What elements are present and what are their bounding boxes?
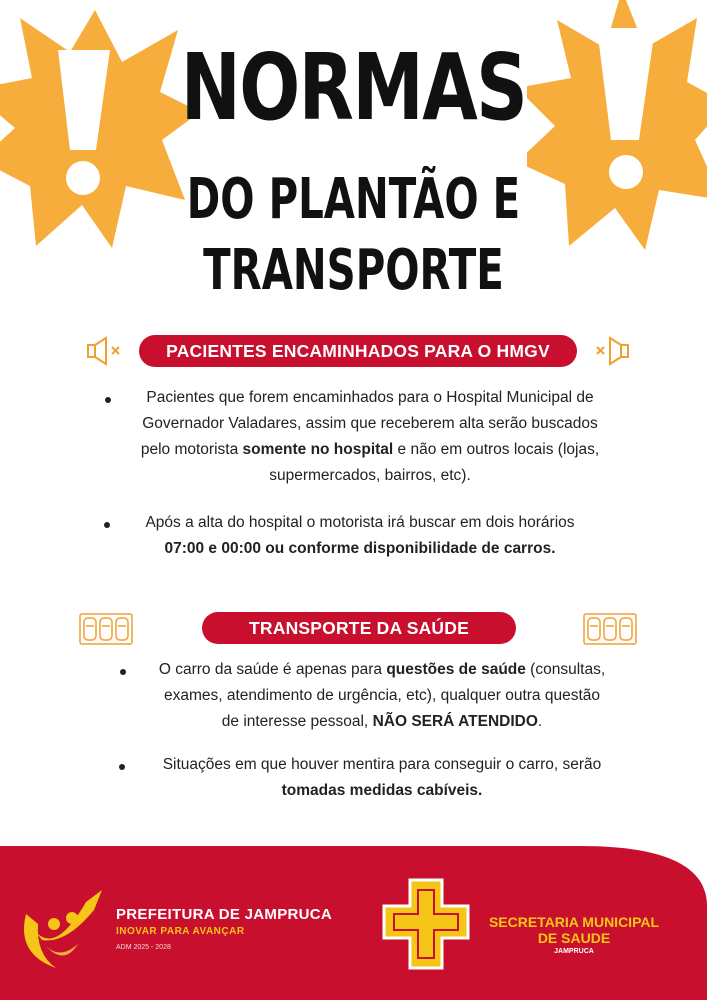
secretaria-block: SECRETARIA MUNICIPAL DE SAUDE JAMPRUCA <box>488 914 660 955</box>
section-heading-transporte: TRANSPORTE DA SAÚDE <box>202 612 516 644</box>
prefeitura-name: PREFEITURA DE JAMPRUCA <box>116 906 333 923</box>
hmgv-bullet-2: Após a alta do hospital o motorista irá buscar em dois horários 07:00 e 00:00 ou conforme disponibilidade de carros. <box>145 514 575 557</box>
prefeitura-adm: ADM 2025 - 2028 <box>116 944 171 951</box>
health-cross-icon <box>380 876 472 972</box>
page-subtitle-line2: TRANSPORTE <box>203 238 504 303</box>
page-title: NORMAS <box>180 34 527 141</box>
transporte-bullet-1: O carro da saúde é apenas para questões de saúde (consultas, exames, atendimento de urgência, etc), qualquer outra questão de interesse pessoal, NÃO SERÁ ATENDIDO. <box>158 661 606 730</box>
traffic-cars-icon <box>582 612 638 646</box>
prefeitura-logo-icon <box>16 884 108 976</box>
hmgv-bullet-1: Pacientes que forem encaminhados para o Hospital Municipal de Governador Valadares, assim que receberem alta serão buscados pelo motorista somente no hospital e não em outros locais (lojas, supermercados, bairros, etc). <box>140 389 600 484</box>
prefeitura-slogan: INOVAR PARA AVANÇAR <box>116 926 245 937</box>
transporte-bullet-2: Situações em que houver mentira para conseguir o carro, serão tomadas medidas cabíveis. <box>162 756 602 799</box>
section-heading-hmgv: PACIENTES ENCAMINHADOS PARA O HMGV <box>139 335 577 367</box>
page-subtitle-line1: DO PLANTÃO E <box>186 167 521 232</box>
muted-speaker-icon <box>590 336 630 366</box>
muted-speaker-icon <box>86 336 126 366</box>
traffic-cars-icon <box>78 612 134 646</box>
